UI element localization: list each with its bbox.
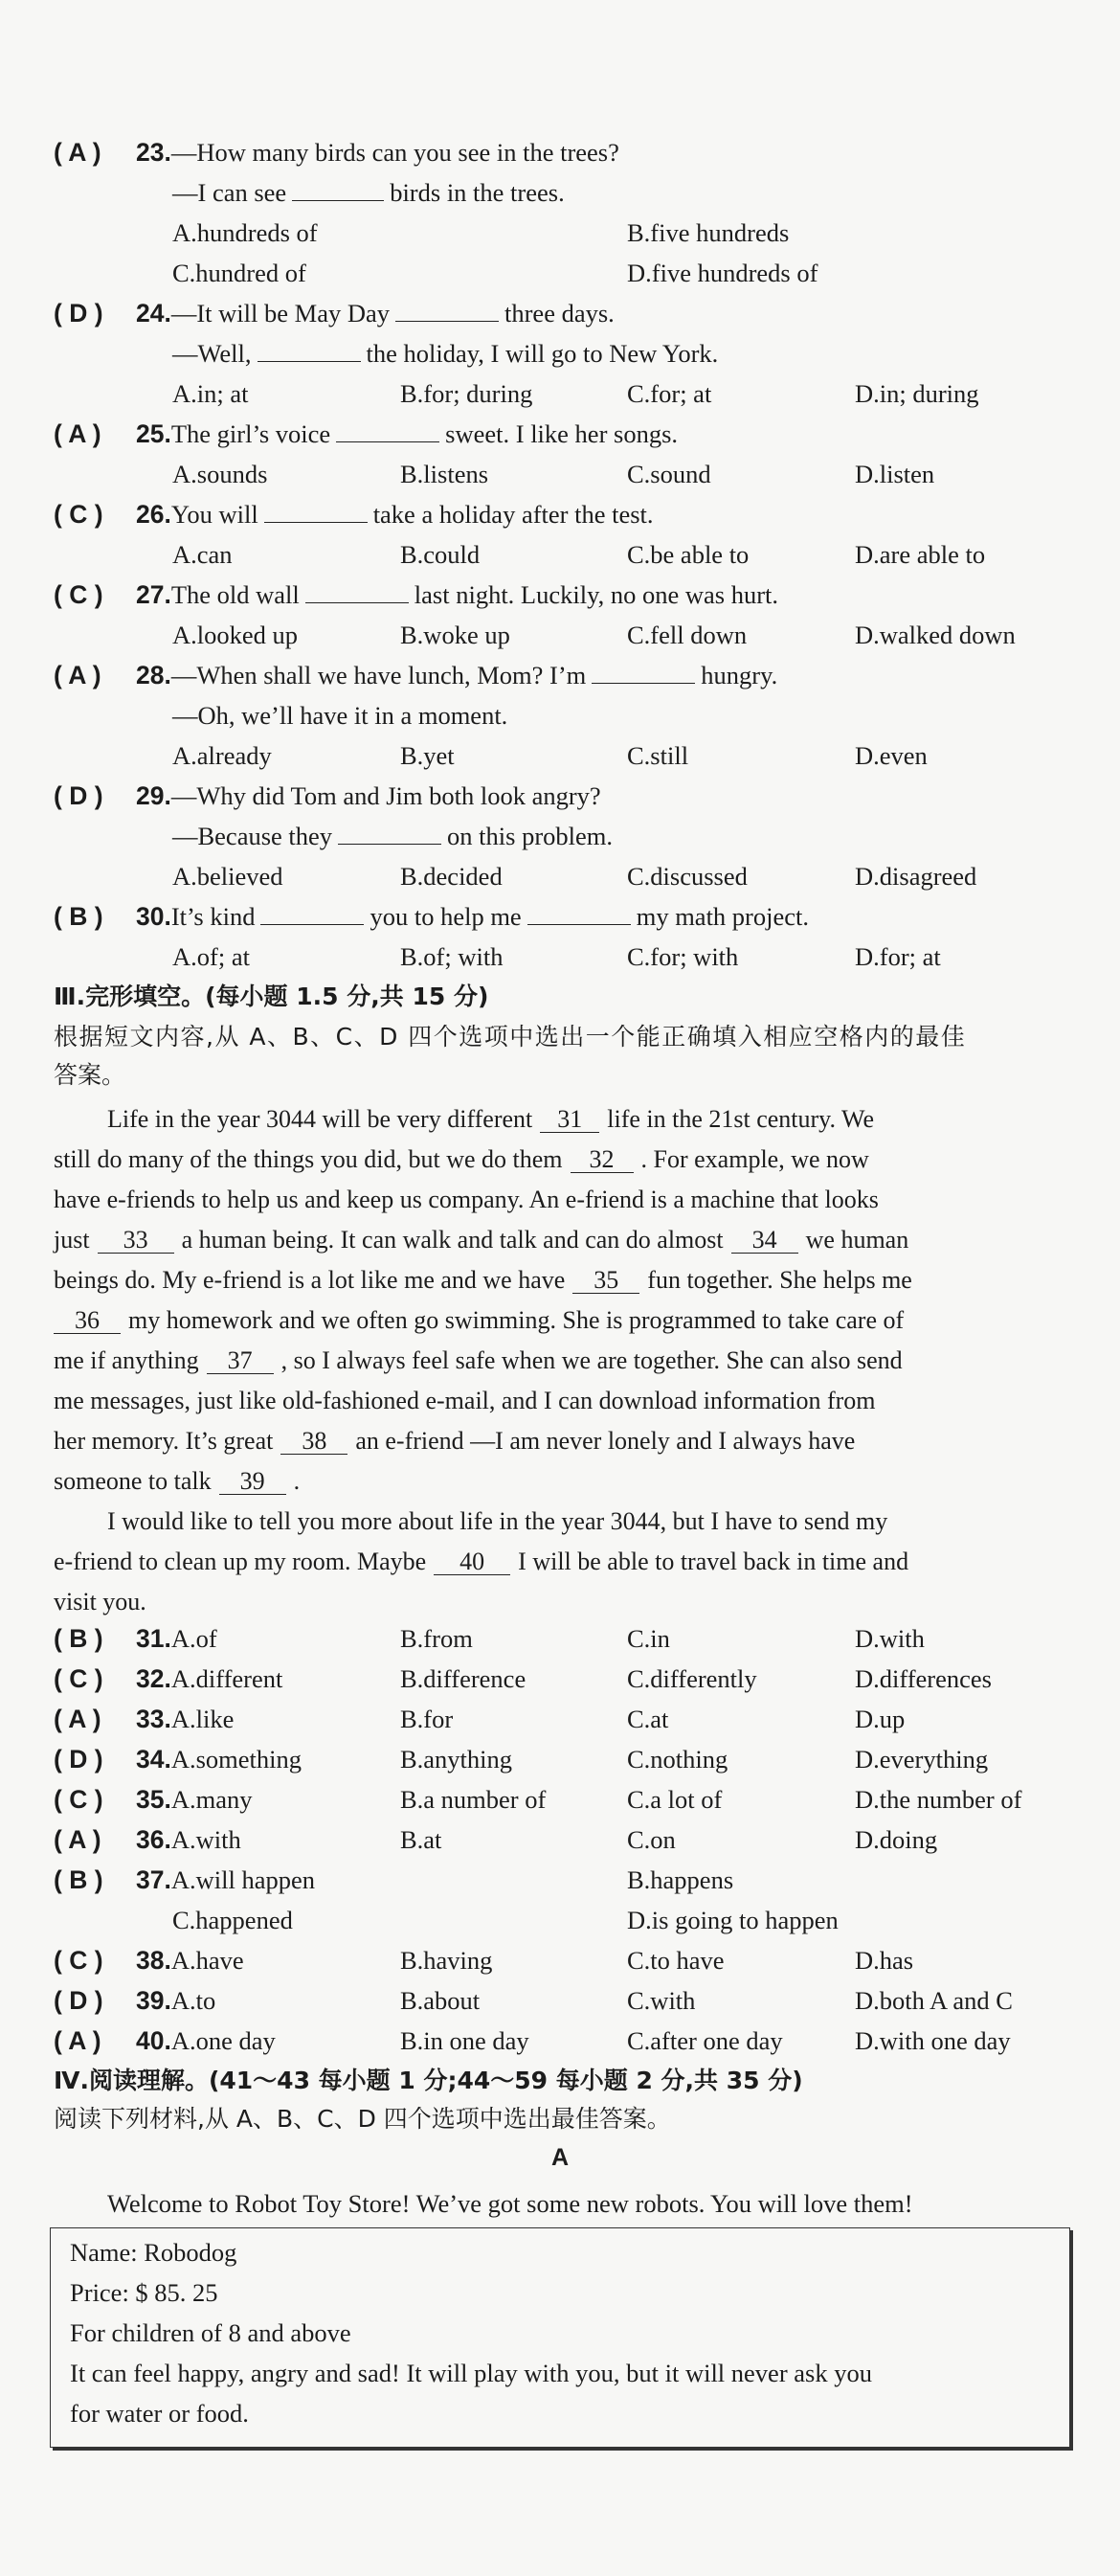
option-d: D.walked down — [855, 621, 1016, 649]
option-d: D.five hundreds of — [627, 259, 818, 287]
answer-blank — [395, 298, 499, 322]
product-price: Price: $ 85. 25 — [70, 2278, 218, 2307]
option-a: A.can — [172, 540, 233, 569]
option-d: D.even — [855, 741, 928, 770]
option-d: D.are able to — [855, 540, 986, 569]
answer-paren: ( A ) — [54, 2026, 101, 2055]
worksheet-page: ( A ) 23.—How many birds can you see in the trees? —I can see birds in the trees. A.hundreds of B.five hundreds C.hundred of D.five hundreds of ( D ) 24.—It will be May Day three days. —Well, the holiday, I will go to New York. A.in; at B.for; during C.for; at D.in; during ( A ) 25.The girl’s voice sweet. I like her songs. A.sounds B.listens C.sound D.listen ( C ) 26.You will take a holiday after the test. A.can B.could C.be able to D.are able to ( C ) 27.The old wall last night. Luckily, no one was hurt. A.looked up B.woke up C.fell down D.walked down ( A ) 28.—When shall we have lunch, Mom? I’m hungry. —Oh, we’ll have it in a moment. A.already B.yet C.still D.even ( D ) 29.—Why did Tom and Jim both look angry? —Because they on this problem. A.believed B.decided C.discussed D.disagreed ( B ) 30.It’s kind you to help me my math project. A.of; at B.of; with C.for; with D.for; at Ⅲ.完形填空。(每小题 1.5 分,共 15 分) 根据短文内容,从 A、B、C、D 四个选项中选出一个能正确填入相应空格内的最佳 答案。 Life in the year 3044 will be very different 31 life in the 21st century. We still do many of the things you did, but we do them 32 . For example, we now have e-friends to help us and keep us company. An e-friend is a machine that looks just 33 a human being. It can walk and talk and can do almost 34 we human beings do. My e-friend is a lot like me and we have 35 fun together. She helps me 36 my homework and we often go swimming. She is programmed to take care of me if anything 37 , so I always feel safe when we are together. She can also send me messages, just like old-fashioned e-mail, and I can download information from her memory. It’s great 38 an e-friend —I am never lonely and I always have someone to talk 39 . I would like to tell you more about life in the year 3044, but I have to send my e-friend to clean up my room. Maybe 40 I will be able to travel back in time and visit you. ( B ) 31.A.of B.from C.in D.with ( C ) 32.A.different B.difference C.differently D.differences ( A ) 33.A.like B.for C.at D.up ( D ) 34.A.something B.anything C.nothing D.everything ( C ) 35.A.many B.a number of C.a lot of D.the number of ( A ) 36.A.with B.at C.on D.doing ( B ) 37.A.will happen B.happens C.happened D.is going to happen ( C ) 38.A.have B.having C.to have D.has ( D ) 39.A.to B.about C.with D.both A and C ( A ) 40.A.one day B.in one day C.after one day D.with one day Ⅳ.阅读理解。(41～43 每小题 1 分;44～59 每小题 2 分,共 35 分) 阅读下列材料,从 A、B、C、D 四个选项中选出最佳答案。 A Welcome to Robot Toy Store! We’ve got some new robots. You will love them! Name: Robodog Price: $ 85. 25 For children of 8 and above It can feel happy, angry and sad! It will play with you, but it will never ask you for water or food. — [0, 0, 1120, 2576]
option-d: D.has — [855, 1946, 914, 1975]
answer-blank — [527, 901, 631, 925]
option-b: B.for — [400, 1705, 454, 1733]
section-3-instruction-2: 答案。 — [54, 1061, 126, 1089]
answer-blank — [264, 499, 368, 523]
answer-paren: ( D ) — [54, 781, 103, 810]
option-c: C.differently — [627, 1664, 757, 1693]
answer-paren: ( B ) — [54, 1865, 103, 1894]
product-description: It can feel happy, angry and sad! It will play with you, but it will never ask you — [70, 2359, 872, 2387]
option-a: A.already — [172, 741, 272, 770]
answer-blank — [592, 660, 695, 684]
option-d: D.the number of — [855, 1785, 1022, 1814]
option-c: C.discussed — [627, 862, 748, 891]
option-c: C.a lot of — [627, 1785, 723, 1814]
passage-line: I would like to tell you more about life in the year 3044, but I have to send my — [107, 1507, 888, 1535]
passage-line: visit you. — [54, 1588, 146, 1616]
answer-paren: ( B ) — [54, 1624, 103, 1653]
option-d: D.in; during — [855, 379, 979, 408]
answer-paren: ( A ) — [54, 419, 101, 448]
answer-blank — [260, 901, 364, 925]
section-4-title: Ⅳ.阅读理解。(41～43 每小题 1 分;44～59 每小题 2 分,共 35 分) — [54, 2067, 803, 2094]
option-d: D.differences — [855, 1664, 992, 1693]
option-a: A.of; at — [172, 942, 250, 971]
store-welcome: Welcome to Robot Toy Store! We’ve got some new robots. You will love them! — [107, 2189, 913, 2218]
passage-line: still do many of the things you did, but we do them 32 . For example, we now — [54, 1145, 869, 1173]
option-c: C.happened — [172, 1906, 293, 1934]
product-card — [50, 2227, 1070, 2448]
answer-paren: ( D ) — [54, 1986, 103, 2015]
option-a: A.hundreds of — [172, 218, 318, 247]
answer-blank — [258, 338, 361, 362]
passage-line: me messages, just like old-fashioned e-mail, and I can download information from — [54, 1387, 876, 1414]
option-d: D.doing — [855, 1825, 938, 1854]
blank-31: 31 — [540, 1107, 599, 1133]
product-name: Name: Robodog — [70, 2238, 237, 2267]
answer-blank — [338, 821, 441, 845]
part-label: A — [550, 2144, 570, 2171]
option-b: B.yet — [400, 741, 455, 770]
blank-40: 40 — [434, 1549, 510, 1575]
option-d: D.with one day — [855, 2026, 1011, 2055]
option-b: B.at — [400, 1825, 442, 1854]
answer-paren: ( A ) — [54, 1705, 101, 1733]
option-c: C.still — [627, 741, 689, 770]
option-c: C.fell down — [627, 621, 748, 649]
passage-line: beings do. My e-friend is a lot like me and we have 35 fun together. She helps me — [54, 1266, 912, 1294]
option-c: C.hundred of — [172, 259, 306, 287]
option-d: D.listen — [855, 460, 935, 488]
option-b: B.having — [400, 1946, 493, 1975]
option-a: A.sounds — [172, 460, 268, 488]
answer-paren: ( C ) — [54, 1664, 103, 1693]
option-d: D.for; at — [855, 942, 941, 971]
option-c: C.sound — [627, 460, 711, 488]
option-b: B.for; during — [400, 379, 533, 408]
blank-39: 39 — [219, 1469, 286, 1495]
blank-34: 34 — [731, 1228, 798, 1254]
option-c: C.be able to — [627, 540, 750, 569]
option-b: B.about — [400, 1986, 481, 2015]
option-b: B.could — [400, 540, 481, 569]
blank-33: 33 — [98, 1228, 174, 1254]
answer-paren: ( B ) — [54, 902, 103, 931]
blank-37: 37 — [207, 1348, 274, 1374]
blank-36: 36 — [54, 1308, 121, 1334]
option-c: C.with — [627, 1986, 696, 2015]
product-age: For children of 8 and above — [70, 2318, 351, 2347]
option-d: D.both A and C — [855, 1986, 1013, 2015]
option-b: B.anything — [400, 1745, 513, 1774]
answer-blank — [336, 418, 439, 442]
option-b: B.five hundreds — [627, 218, 790, 247]
passage-line: me if anything 37 , so I always feel safe when we are together. She can also send — [54, 1346, 903, 1374]
section-3-title: Ⅲ.完形填空。(每小题 1.5 分,共 15 分) — [54, 983, 489, 1010]
section-3-instruction: 根据短文内容,从 A、B、C、D 四个选项中选出一个能正确填入相应空格内的最佳 — [54, 1023, 967, 1051]
passage-line: have e-friends to help us and keep us company. An e-friend is a machine that looks — [54, 1186, 879, 1213]
answer-paren: ( A ) — [54, 661, 101, 689]
passage-line: Life in the year 3044 will be very different 31 life in the 21st century. We — [107, 1105, 875, 1133]
option-b: B.difference — [400, 1664, 526, 1693]
product-description-2: for water or food. — [70, 2399, 249, 2428]
option-d: D.is going to happen — [627, 1906, 839, 1934]
option-c: C.for; at — [627, 379, 712, 408]
option-b: B.from — [400, 1624, 473, 1653]
option-b: B.decided — [400, 862, 503, 891]
option-c: C.at — [627, 1705, 669, 1733]
question-text: 23.—How many birds can you see in the trees? — [136, 138, 619, 167]
answer-paren: ( C ) — [54, 1785, 103, 1814]
answer-paren: ( C ) — [54, 500, 103, 529]
option-d: D.disagreed — [855, 862, 977, 891]
option-d: D.everything — [855, 1745, 989, 1774]
passage-line: her memory. It’s great 38 an e-friend —I am never lonely and I always have — [54, 1427, 856, 1455]
passage-line: just 33 a human being. It can walk and talk and can do almost 34 we human — [54, 1226, 909, 1254]
option-c: C.after one day — [627, 2026, 783, 2055]
passage-line: 36 my homework and we often go swimming. She is programmed to take care of — [54, 1300, 1074, 1341]
option-b: B.woke up — [400, 621, 510, 649]
option-a: A.looked up — [172, 621, 299, 649]
blank-35: 35 — [572, 1268, 639, 1294]
answer-blank — [292, 177, 384, 201]
option-a: A.believed — [172, 862, 283, 891]
option-b: B.of; with — [400, 942, 504, 971]
option-d: D.up — [855, 1705, 906, 1733]
option-b: B.a number of — [400, 1785, 547, 1814]
answer-paren: ( A ) — [54, 1825, 101, 1854]
option-c: C.on — [627, 1825, 676, 1854]
option-c: C.for; with — [627, 942, 739, 971]
option-c: C.to have — [627, 1946, 725, 1975]
option-b: B.happens — [627, 1865, 734, 1894]
option-b: B.listens — [400, 460, 489, 488]
section-4-instruction: 阅读下列材料,从 A、B、C、D 四个选项中选出最佳答案。 — [54, 2105, 671, 2133]
passage-line: e-friend to clean up my room. Maybe 40 I will be able to travel back in time and — [54, 1548, 909, 1575]
blank-38: 38 — [280, 1429, 347, 1455]
option-c: C.nothing — [627, 1745, 728, 1774]
option-c: C.in — [627, 1624, 670, 1653]
answer-paren: ( C ) — [54, 580, 103, 609]
answer-paren: ( D ) — [54, 299, 103, 328]
passage-line: someone to talk 39 . — [54, 1467, 301, 1495]
option-a: A.in; at — [172, 379, 249, 408]
answer-paren: ( C ) — [54, 1946, 103, 1975]
answer-blank — [305, 579, 409, 603]
answer-paren: ( D ) — [54, 1745, 103, 1774]
blank-32: 32 — [571, 1147, 634, 1173]
answer-paren: ( A ) — [54, 138, 101, 167]
option-b: B.in one day — [400, 2026, 529, 2055]
option-d: D.with — [855, 1624, 925, 1653]
